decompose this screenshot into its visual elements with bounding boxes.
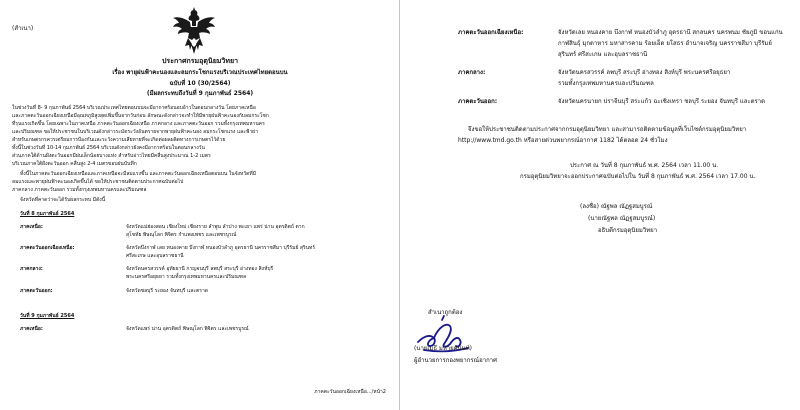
province-line: สุรินทร์ ศรีสะเกษ และอุบลราชธานี <box>558 51 648 58</box>
body-line: สำหรับเกษตรกรควรเตรียมการป้องกันและระวังความเสียหายที่จะเกิดต่อผลผลิตทางการเกษตรไว้ด้วย <box>12 137 226 143</box>
garuda-emblem-icon <box>170 4 218 56</box>
valid-until: (มีผลกระทบถึงวันที่ 9 กุมภาพันธ์ 2564) <box>146 90 254 97</box>
body-line: ภาคกลาง ภาคตะวันออก รวมทั้งกรุงเทพมหานครและปริมณฑล <box>12 187 147 193</box>
body-line: ลมแรงและพายุฝนฟ้าคะนองเกิดขึ้นได้ ขอให้ประชาชนติดตามประกาศฉบับต่อไป <box>12 179 184 185</box>
certified-copy-label: สำเนาถูกต้อง <box>428 309 463 316</box>
signer-title: อธิบดีกรมอุตุนิยมวิทยา <box>598 227 658 234</box>
certifier-title: ผู้อำนวยการกองพยากรณ์อากาศ <box>414 357 497 364</box>
copy-label: (สำเนา) <box>12 25 34 32</box>
affected-provinces-label: จังหวัดที่คาดว่าจะได้รับผลกระทบ มีดังนี้ <box>20 197 106 203</box>
region-label: ภาคตะวันออก: <box>20 288 53 294</box>
province-line: จังหวัดแม่ฮ่องสอน เชียงใหม่ เชียงราย ลำพูน ลำปาง พะเยา แพร่ น่าน อุตรดิตถ์ ตาก <box>126 224 305 230</box>
notice-line: จึงขอให้ประชาชนติดตามประกาศจากกรมอุตุนิยมวิทยา และสามารถติดตามข้อมูลที่เว็บไซต์กรมอุตุนิยมวิทยา <box>468 126 747 133</box>
province-line: พระนครศรีอยุธยา รวมทั้งกรุงเทพมหานครและปริมณฑล <box>126 274 247 280</box>
province-line: สุโขทัย พิษณุโลก พิจิตร กำแพงเพชร และเพชรบูรณ์ <box>126 232 237 238</box>
body-line: ส่วนภาคใต้ด้านฝั่งตะวันออกมีฝนเล็กน้อยบางแห่ง สำหรับอ่าวไทยมีคลื่นสูงประมาณ 1-2 เมตร <box>12 153 211 159</box>
region-label: ภาคตะวันออกเฉียงเหนือ: <box>458 29 524 36</box>
province-line: จังหวัดแพร่ น่าน อุตรดิตถ์ พิษณุโลก พิจิตร และเพชรบูรณ์ <box>126 326 249 332</box>
region-label: ภาคเหนือ: <box>20 326 43 332</box>
province-line: ศรีสะเกษ และอุบลราชธานี <box>126 253 184 259</box>
day1-date: วันที่ 8 กุมภาพันธ์ 2564 <box>20 211 75 217</box>
issue-number: ฉบับที่ 10 (30/2564) <box>169 80 231 87</box>
day2-date: วันที่ 9 กุมภาพันธ์ 2564 <box>20 313 75 319</box>
province-line: จังหวัดนครสวรรค์ ลพบุรี สระบุรี อ่างทอง สิงห์บุรี พระนครศรีอยุธยา <box>558 69 731 76</box>
body-line: และภาคตะวันออกเฉียงเหนือมีอุณหภูมิสูงสุดเพิ่มขึ้นจากวันก่อน ลักษณะดังกล่าวจะทำให้มีพายุฝนฟ้าคะนองกับลมกระโชก <box>12 113 269 119</box>
body-line: ทั้งนี้ในภาคตะวันออกเฉียงเหนือและภาคเหนือจะมีลมแรงขึ้น และภาคตะวันออกเฉียงเหนือตอนบน ในจังหวัดที่มี <box>20 171 257 177</box>
body-line: ที่รุนแรงเกิดขึ้น โดยเฉพาะในภาคเหนือ ภาคตะวันออกเฉียงเหนือ ภาคกลาง และภาคตะวันออก รวมทั้งกรุงเทพมหานคร <box>12 121 265 127</box>
announcement-subject: เรื่อง พายุฝนฟ้าคะนองและลมกระโชกแรงบริเวณประเทศไทยตอนบน <box>112 69 288 76</box>
province-line: กาฬสินธุ์ มุกดาหาร มหาสารคาม ร้อยเอ็ด ยโสธร อำนาจเจริญ นครราชสีมา บุรีรัมย์ <box>558 40 772 47</box>
body-line: และปริมณฑล ขอให้ประชาชนในบริเวณดังกล่าวระมัดระวังอันตรายจากพายุฝนฟ้าคะนอง ลมกระโชกแรง และฟ้าผ่า <box>12 129 259 135</box>
region-label: ภาคตะวันออก: <box>458 98 498 105</box>
province-line: จังหวัดบึงกาฬ เลย หนองคาย บึงกาฬ หนองบัวลำภู อุดรธานี นครราชสีมา บุรีรัมย์ สุรินทร์ <box>126 245 316 251</box>
region-label: ภาคเหนือ: <box>20 224 43 230</box>
province-line: จังหวัดเลย หนองคาย บึงกาฬ หนองบัวลำภู อุดรธานี สกลนคร นครพนม ชัยภูมิ ขอนแก่น <box>558 29 783 36</box>
announced-datetime: ประกาศ ณ วันที่ 8 กุมภาพันธ์ พ.ศ. 2564 เวลา 11.00 น. <box>570 162 719 169</box>
document-page-2 <box>400 0 800 410</box>
region-label: ภาคตะวันออกเฉียงเหนือ: <box>20 245 75 251</box>
next-issue-datetime: กรมอุตุนิยมวิทยาจะออกประกาศฉบับต่อไปใน วันที่ 8 กุมภาพันธ์ พ.ศ. 2564 เวลา 17.00 น. <box>520 173 756 180</box>
region-label: ภาคกลาง: <box>458 69 486 76</box>
province-line: จังหวัดนครสวรรค์ อุทัยธานี กาญจนบุรี ลพบุรี สระบุรี อ่างทอง สิงห์บุรี <box>126 266 274 272</box>
signer-name: (นายณัฐพล ณัฏฐสมบูรณ์) <box>588 215 656 222</box>
body-line: ในช่วงวันที่ 8- 9 กุมภาพันธ์ 2564 บริเวณประเทศไทยตอนบนจะมีอากาศร้อนอบอ้าวในตอนกลางวัน โดยภาคเหนือ <box>12 105 256 111</box>
province-line: จังหวัดชลบุรี ระยอง จันทบุรี และตราด <box>126 288 209 294</box>
body-line: บริเวณภาคใต้ฝั่งตะวันออก คลื่นสูง 2-4 เมตรขอบฝนบันทึก <box>12 161 137 167</box>
notice-line: http://www.tmd.go.th หรือสายด่วนพยากรณ์อากาศ 1182 ได้ตลอด 24 ชั่วโมง <box>458 137 668 144</box>
signed-line: (ลงชื่อ) ณัฐพล ณัฏฐสมบูรณ์ <box>580 203 653 210</box>
continued-footer: ภาคตะวันออกเฉียงเหนือ.../หน้า2 <box>314 389 386 395</box>
province-line: รวมทั้งกรุงเทพมหานครและปริมณฑล <box>558 80 654 87</box>
province-line: จังหวัดนครนายก ปราจีนบุรี สระแก้ว ฉะเชิงเทรา ชลบุรี ระยอง จันทบุรี และตราด <box>558 98 765 105</box>
body-line: ทั้งนี้ในช่วงวันที่ 10-14 กุมภาพันธ์ 2564 บริเวณดังกล่าวยังคงมีอากาศร้อนในตอนกลางวัน <box>12 145 205 151</box>
announcement-title: ประกาศกรมอุตุนิยมวิทยา <box>161 57 238 65</box>
certifier-name: (นายเมธี มหายศนันท์) <box>414 345 473 352</box>
region-label: ภาคกลาง: <box>20 266 43 272</box>
